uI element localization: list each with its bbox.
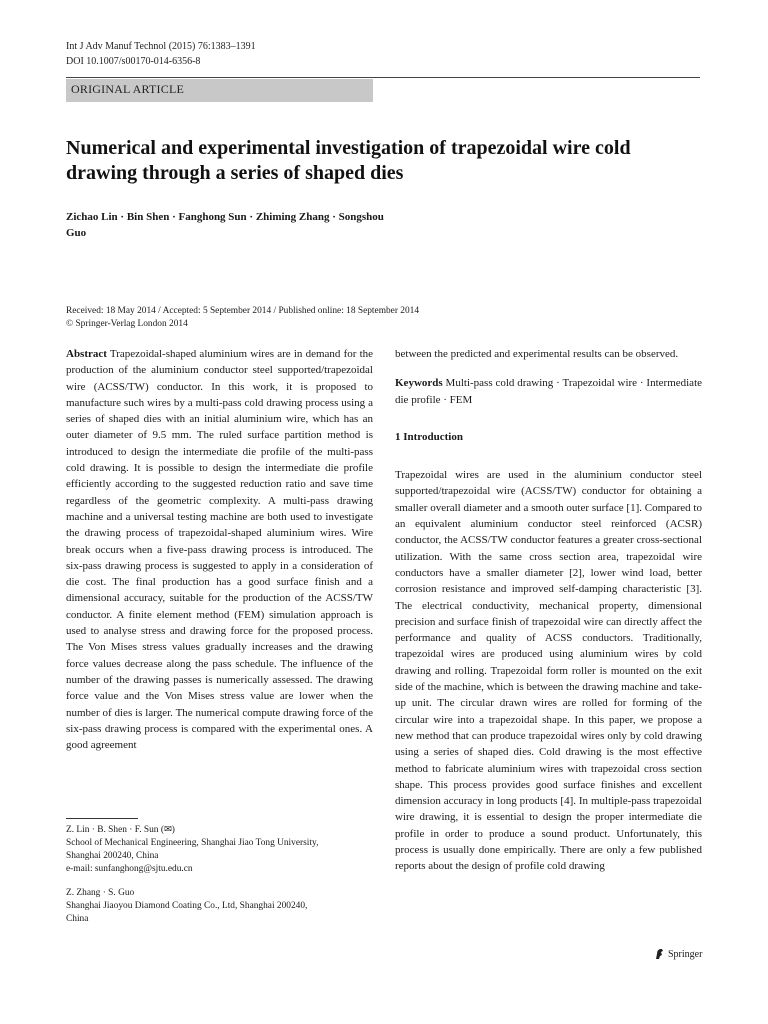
keywords-text: Multi-pass cold drawing · Trapezoidal wire · Intermediate die profile · FEM xyxy=(395,377,703,406)
section-heading-introduction: 1 Introduction xyxy=(395,430,463,443)
publication-history xyxy=(66,305,706,331)
abstract-column xyxy=(66,346,373,753)
copyright-line: © Springer-Verlag London 2014 xyxy=(66,319,188,329)
springer-horse-icon xyxy=(654,948,665,960)
affiliation-2 xyxy=(66,887,376,926)
affiliation-address: School of Mechanical Engineering, Shanghai Jiao Tong University, xyxy=(66,838,319,848)
footnote-rule xyxy=(66,818,138,819)
abstract-continuation: between the predicted and experimental results can be observed. xyxy=(395,348,679,360)
doi: DOI 10.1007/s00170-014-6356-8 xyxy=(66,56,201,67)
article-type-banner: ORIGINAL ARTICLE xyxy=(66,79,373,102)
abstract-label: Abstract xyxy=(66,348,107,360)
affiliation-address: Shanghai Jiaoyou Diamond Coating Co., Ltd, Shanghai 200240, xyxy=(66,901,308,911)
abstract xyxy=(66,346,373,753)
right-column xyxy=(395,346,702,875)
affiliation-email[interactable]: e-mail: sunfanghong@sjtu.edu.cn xyxy=(66,864,193,874)
header-rule xyxy=(66,77,700,78)
journal-citation: Int J Adv Manuf Technol (2015) 76:1383–1391 xyxy=(66,41,256,52)
keywords-label: Keywords xyxy=(395,377,443,390)
affiliation-address: China xyxy=(66,914,89,924)
paper-title: Numerical and experimental investigation of trapezoidal wire cold drawing through a series of shaped dies xyxy=(66,137,631,184)
affiliation-1 xyxy=(66,824,376,876)
springer-logo xyxy=(654,948,702,960)
abstract-text: Trapezoidal-shaped aluminium wires are in demand for the production of the aluminium conductor steel supported/trapezoidal wire (ACSS/TW) conductor. In this work, it is proposed to manufacture such wires by a multi-pass cold drawing process using a series of shaped dies with an initial aluminium wire, which has an outer diameter of 9.5 mm. The ruled surface partition method is introduced to design the intermediate die profile of the multi-pass cold drawing. It is possible to design the intermediate die profile efficiently according to the suggested reduction ratio and save time regardless of the geometric complexity. A multi-pass drawing machine and a universal testing machine are both used to investigate the drawing process of trapezoidal-shaped aluminium wires. Wire break occurs when a five-pass drawing process is introduced. The six-pass drawing process is suggested to apply in a consideration of die cost. The final production has a good surface finish and a dimensional accuracy, suitable for the production of the ACSS/TW conductor. A finite element method (FEM) simulation approach is used to analyse stress and drawing force for the proposed process. The Von Mises stress values gradually increases and the drawing force values decrease along the pass schedule. The influence of the number of the drawing passes is numerically assessed. The drawing force value and the Von Mises stress value are lower when the number of dies is larger. The numerical compute drawing force of the six-pass drawing process is compared with the experimental ones. A good agreement xyxy=(66,348,374,752)
affiliation-names: Z. Lin · B. Shen · F. Sun (✉) xyxy=(66,825,175,835)
history-dates: Received: 18 May 2014 / Accepted: 5 September 2014 / Published online: 18 September 2014 xyxy=(66,306,420,316)
introduction-text: Trapezoidal wires are used in the aluminium conductor steel supported/trapezoidal wire (ACSS/TW) conductor for obtaining a smaller overall diameter and a smooth outer surface [1]. Compared to an equivalent aluminium conductor steel reinforced (ACSR) conductor, the ACSS/TW conductor features a greater cross-sectional utilization. With the same cross section area, trapezoidal wire conductors have a smaller diameter [2], lower wind load, better corrosion resistance and improved self-damping characteristic [3]. The electrical conductivity, mechanical property, dimensional precision and surface finish of trapezoidal wire can directly affect the performance and quality of ACSS conductors. Traditionally, trapezoidal wires are produced using aluminium wires by cold drawing and rolling. Trapezoidal form roller is mounted on the exit side of the machine, which is between the drawing machine and take-up unit. The circular drawn wires are rolled for forming of the circular wire into a trapezoidal shape. In this paper, we propose a new method that can produce trapezoidal wires only by cold drawing using a series of shaped dies. Cold drawing is the most effective method to fabricate aluminium wires with trapezoidal cross section shape. This process provides good surface finishes and excellent dimension accuracy in long products [4]. In multiple-pass trapezoidal wire drawing, it is essential to design the proper intermediate die profile in order to produce a sound product. Unfortunately, this process is usually done empirically. There are only a few published reports about the design of profile cold drawing xyxy=(395,469,702,873)
author-list: Zichao Lin · Bin Shen · Fanghong Sun · Zhiming Zhang · Songshou Guo xyxy=(66,211,384,239)
affiliation-names: Z. Zhang · S. Guo xyxy=(66,888,135,898)
publisher-name: Springer xyxy=(668,948,703,960)
affiliation-address: Shanghai 200240, China xyxy=(66,851,159,861)
keywords xyxy=(395,375,702,408)
